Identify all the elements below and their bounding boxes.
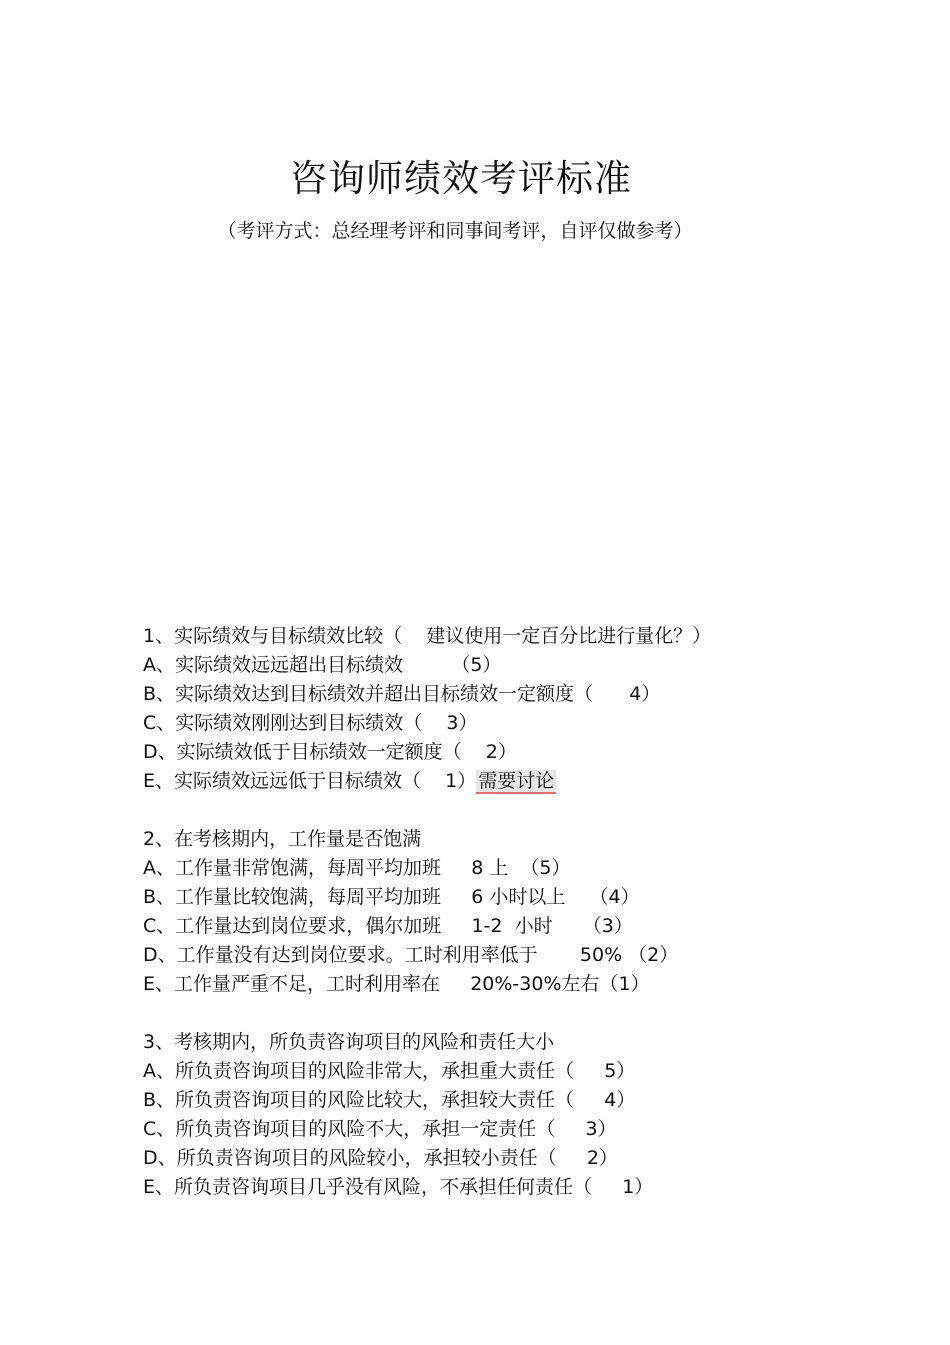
- option-a: A、工作量非常饱满，每周平均加班 8 上 （5）: [143, 857, 571, 879]
- option-c: C、所负责咨询项目的风险不大，承担一定责任（ 3）: [143, 1118, 617, 1140]
- discussion-note: 需要讨论: [478, 770, 555, 792]
- option-d: D、工作量没有达到岗位要求。工时利用率低于 50% （2）: [143, 944, 679, 966]
- option-b: B、实际绩效达到目标绩效并超出目标绩效一定额度（ 4）: [143, 683, 661, 705]
- option-e-text: E、实际绩效远远低于目标绩效（ 1）: [143, 770, 477, 792]
- option-e: E、所负责咨询项目几乎没有风险，不承担任何责任（ 1）: [143, 1176, 654, 1198]
- question-3: [143, 1028, 823, 1202]
- option-d: D、所负责咨询项目的风险较小，承担较小责任（ 2）: [143, 1147, 618, 1169]
- option-d: D、实际绩效低于目标绩效一定额度（ 2）: [143, 741, 517, 763]
- option-a: A、实际绩效远远超出目标绩效 （5）: [143, 654, 502, 676]
- option-b: B、工作量比较饱满，每周平均加班 6 小时以上 （4）: [143, 886, 640, 908]
- option-c: C、实际绩效刚刚达到目标绩效（ 3）: [143, 712, 478, 734]
- option-b: B、所负责咨询项目的风险比较大，承担较大责任（ 4）: [143, 1089, 636, 1111]
- option-c: C、工作量达到岗位要求，偶尔加班 1-2 小时 （3）: [143, 915, 633, 937]
- question-heading: 1、实际绩效与目标绩效比较（ 建议使用一定百分比进行量化？）: [143, 625, 712, 647]
- option-e: [143, 767, 823, 796]
- question-list: [143, 622, 823, 1231]
- question-2: [143, 825, 823, 999]
- question-heading: 3、考核期内，所负责咨询项目的风险和责任大小: [143, 1031, 555, 1053]
- document-subtitle: （考评方式：总经理考评和同事间考评，自评仅做参考）: [217, 220, 693, 242]
- question-1: [143, 622, 823, 796]
- document-title: 咨询师绩效考评标准: [290, 157, 632, 200]
- question-heading: 2、在考核期内，工作量是否饱满: [143, 828, 422, 850]
- option-a: A、所负责咨询项目的风险非常大，承担重大责任（ 5）: [143, 1060, 636, 1082]
- option-e: E、工作量严重不足，工时利用率在 20%-30%左右（1）: [143, 973, 650, 995]
